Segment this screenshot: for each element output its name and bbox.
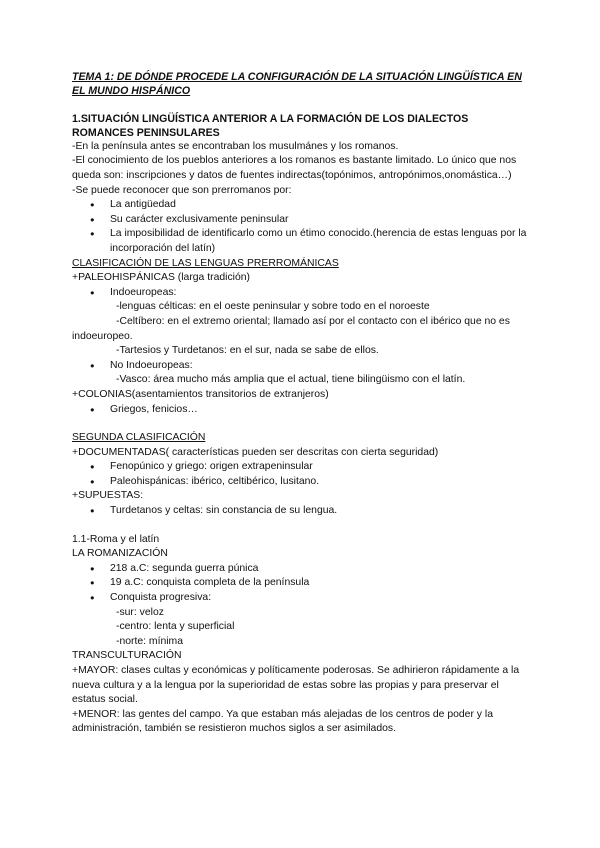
paragraph: -En la península antes se encontraban los musulmánes y los romanos. bbox=[72, 140, 399, 152]
subsection-title: 1.1-Roma y el latín bbox=[72, 533, 160, 545]
list-item: ● La imposibilidad de identificarlo como un étimo conocido.(herencia de estas lenguas por la incorporación del latín) bbox=[72, 227, 532, 256]
indo-subitem: -Tartesios y Turdetanos: en el sur, nada se sabe de ellos. bbox=[116, 345, 379, 357]
list-item: ● Su carácter exclusivamente peninsular bbox=[72, 213, 532, 228]
clasificacion-heading: CLASIFICACIÓN DE LAS LENGUAS PRERROMÁNICAS bbox=[72, 257, 339, 269]
paragraph: +MAYOR: clases cultas y económicas y políticamente poderosas. Se adhirieron rápidamente a la nueva cultura y a la lengua por la superioridad de estas sobre las propias y para preservar el estatus social. bbox=[72, 665, 520, 706]
colonias-label: +COLONIAS(asentamientos transitorios de extranjeros) bbox=[72, 388, 329, 400]
indo-subitem: -Celtíbero: en el extremo oriental; llamado así por el contacto con el ibérico que no es indoeuropeo. bbox=[72, 315, 510, 342]
paragraph: -Se puede reconocer que son prerromanos por: bbox=[72, 184, 292, 196]
spacer bbox=[72, 417, 532, 431]
list-item: ● Conquista progresiva: bbox=[72, 591, 532, 606]
list-item: ● Turdetanos y celtas: sin constancia de su lengua. bbox=[72, 504, 532, 519]
noindo-list bbox=[72, 359, 532, 374]
progresiva-item: -norte: mínima bbox=[116, 635, 183, 647]
list-item: ● 19 a.C: conquista completa de la península bbox=[72, 576, 532, 591]
list-item: ● Fenopúnico y griego: origen extrapeninsular bbox=[72, 460, 532, 475]
paleohispanicas-label: +PALEOHISPÁNICAS (larga tradición) bbox=[72, 272, 250, 284]
list-item: ● No Indoeuropeas: bbox=[72, 359, 532, 374]
colonias-list bbox=[72, 403, 532, 418]
section-1-heading: 1.SITUACIÓN LINGÜÍSTICA ANTERIOR A LA FORMACIÓN DE LOS DIALECTOS ROMANCES PENINSULARES bbox=[72, 112, 469, 139]
progresiva-item: -sur: veloz bbox=[116, 606, 164, 618]
documentadas-label: +DOCUMENTADAS( características pueden ser descritas con cierta seguridad) bbox=[72, 446, 439, 458]
paleo-list bbox=[72, 286, 532, 301]
list-item: ● Indoeuropeas: bbox=[72, 286, 532, 301]
documentadas-list bbox=[72, 460, 532, 489]
spacer bbox=[72, 519, 532, 533]
transculturacion-heading: TRANSCULTURACIÓN bbox=[72, 650, 182, 662]
paragraph: -El conocimiento de los pueblos anteriores a los romanos es bastante limitado. Lo único que nos queda son: inscripciones y datos de fuentes indirectas(topónimos, antropónimos,onomástica…) bbox=[72, 155, 517, 181]
list-item: ● Griegos, fenicios… bbox=[72, 403, 532, 418]
supuestas-label: +SUPUESTAS: bbox=[72, 490, 144, 502]
prerroman-criteria-list bbox=[72, 198, 532, 256]
noindo-subitem: -Vasco: área mucho más amplia que el actual, tiene bilingüismo con el latín. bbox=[116, 374, 466, 386]
progresiva-item: -centro: lenta y superficial bbox=[116, 621, 235, 633]
romanizacion-list bbox=[72, 562, 532, 606]
list-item: ● La antigüedad bbox=[72, 198, 532, 213]
document-page bbox=[72, 70, 532, 737]
segunda-heading: SEGUNDA CLASIFICACIÓN bbox=[72, 432, 206, 444]
romanizacion-heading: LA ROMANIZACIÓN bbox=[72, 548, 168, 560]
paragraph: +MENOR: las gentes del campo. Ya que estaban más alejadas de los centros de poder y la administración, también se resistieron muchos siglos a ser asimilados. bbox=[72, 708, 493, 735]
list-item: ● 218 a.C: segunda guerra púnica bbox=[72, 562, 532, 577]
indo-subitem: -lenguas célticas: en el oeste peninsular y sobre todo en el noroeste bbox=[116, 301, 430, 313]
supuestas-list bbox=[72, 504, 532, 519]
list-item: ● Paleohispánicas: ibérico, celtibérico, lusitano. bbox=[72, 475, 532, 490]
document-title: TEMA 1: DE DÓNDE PROCEDE LA CONFIGURACIÓN DE LA SITUACIÓN LINGÜÍSTICA EN EL MUNDO HISPÁNICO bbox=[72, 71, 522, 98]
